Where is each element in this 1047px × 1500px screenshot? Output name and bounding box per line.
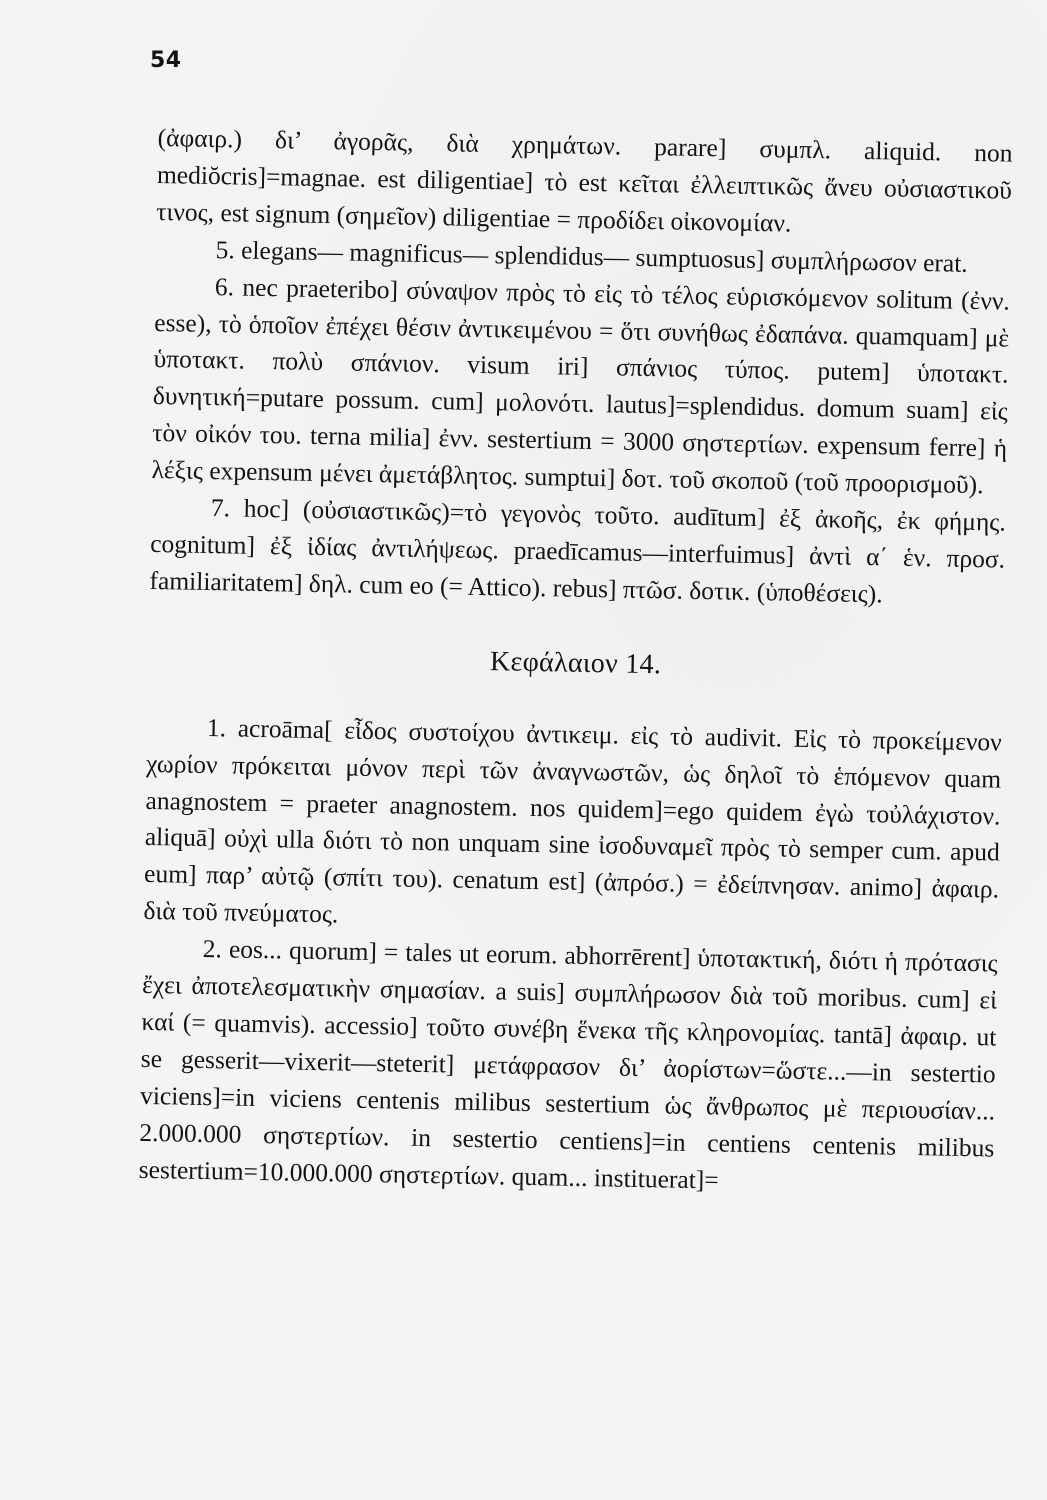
- page-body: [138, 120, 1012, 1204]
- page-number: 54: [150, 48, 182, 73]
- commentary-paragraph-6: 6. nec praeteribo] σύναψον πρὸς τὸ εἰς τὸ τέλος εὑρισκόμενον solitum (ἐνν. esse), τὸ ὁποῖον ἐπέχει θέσιν ἀντικειμένου = ὅτι συνήθως ἐδαπάνα. quamquam] μὲ ὑποτακτ. πολὺ σπάνιον. visum iri] σπάνιος τύπος. putem] ὑποτακτ. δυνητική=putare possum. cum] μολονότι. lautus]=splendidus. domum suam] εἰς τὸν οἰκόν του. terna milia] ἐνν. sestertium = 3000 σηστερτίων. expensum ferre] ἡ λέξις expensum μένει ἀμετάβλητος. sumptui] δοτ. τοῦ σκοποῦ (τοῦ προορισμοῦ).: [151, 271, 1011, 500]
- commentary-paragraph-5: 5. elegans— magnificus— splendidus— sumptuosus] συμπλήρωσον erat.: [215, 234, 968, 278]
- commentary-paragraph-7: 7. hoc] (οὐσιαστικῶς)=τὸ γεγονὸς τοῦτο. audītum] ἐξ ἀκοῆς, ἐκ φήμης. cognitum] ἐξ ἰδίας ἀντιλήψεως. praedīcamus—interfuimus] ἀντὶ α΄ ἑν. προσ. familiaritatem] δηλ. cum eo (= Attico). rebus] πτῶσ. δοτικ. (ὑποθέσεις).: [149, 493, 1007, 609]
- chapter-paragraph-1: 1. acroāma[ εἶδος συστοίχου ἀντικειμ. εἰς τὸ audivit. Εἰς τὸ προκείμενον χωρίον πρόκειται μόνον περὶ τῶν ἀναγνωστῶν, ὡς δηλοῖ τὸ ἑπόμενον quam anagnostem = praeter anagnostem. nos quidem]=ego quidem ἐγὼ τοὐλάχιστον. aliquā] οὐχὶ ulla διότι τὸ non unquam sine ἰσοδυναμεῖ πρὸς τὸ semper cum. apud eum] παρ’ αὐτῷ (σπίτι του). cenatum est] (ἀπρόσ.) = ἐδείπνησαν. animo] ἀφαιρ. διὰ τοῦ πνεύματος.: [143, 712, 1003, 929]
- chapter-paragraph-2: 2. eos... quorum] = tales ut eorum. abhorrērent] ὑποτακτική, διότι ἡ πρότασις ἔχει ἀποτελεσματικὴν σημασίαν. a suis] συμπλήρωσον διὰ τοῦ moribus. cum] εἰ καί (= quamvis). accessio] τοῦτο συνέβη ἕνεκα τῆς κληρονομίας. tantā] ἀφαιρ. ut se gesserit—vixerit—steterit] μετάφρασον δι’ ἀορίστων=ὥστε...—in sestertio viciens]=in viciens centenis milibus sestertium ὡς ἄνθρωπος μὲ περιουσίαν... 2.000.000 σηστερτίων. in sestertio centiens]=in centiens centenis milibus sestertium=10.000.000 σηστερτίων. quam... instituerat]=: [138, 934, 998, 1195]
- commentary-paragraph-intro: (ἀφαιρ.) δι’ ἀγορᾶς, διὰ χρημάτων. parare] συμπλ. aliquid. non mediŏcris]=magnae. est diligentiae] τὸ est κεῖται ἐλλειπτικῶς ἄνευ οὐσιαστικοῦ τινος, est signum (σημεῖον) diligentiae = προδίδει οἰκονομίαν.: [156, 122, 1013, 238]
- chapter-heading: Κεφάλαιον 14.: [489, 645, 662, 681]
